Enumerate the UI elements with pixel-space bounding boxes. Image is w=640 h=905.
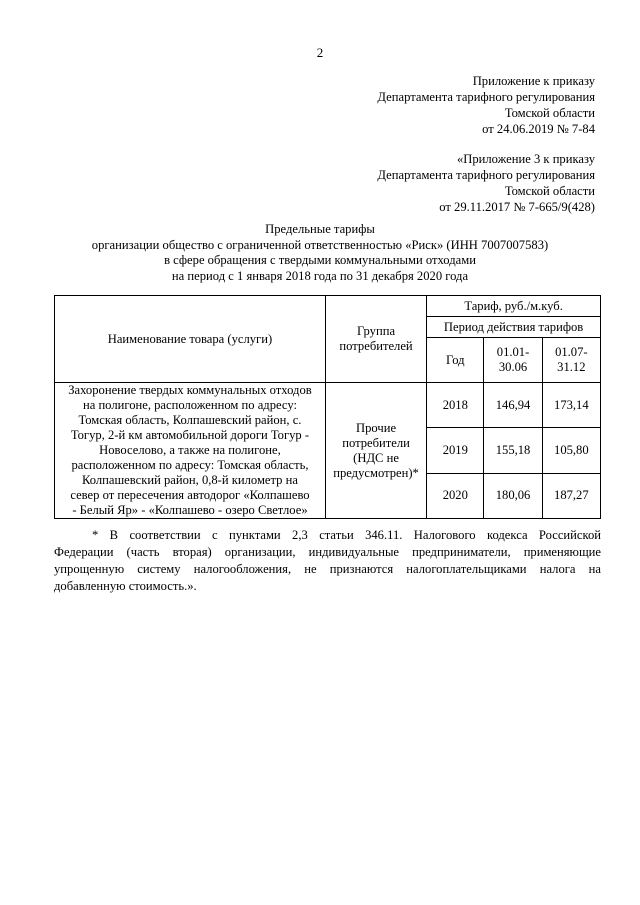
header-consumer-group: Группа потребителей (325, 296, 426, 383)
service-line: Тогур, 2-й км автомобильной дороги Тогур - (70, 428, 310, 442)
tariff-table (54, 295, 601, 519)
year-cell: 2019 (427, 428, 484, 473)
document-title (0, 222, 640, 284)
year-cell: 2020 (427, 473, 484, 518)
service-line: расположенном по адресу: Томская область, (71, 458, 309, 472)
service-description (55, 383, 326, 519)
service-line: на полигоне, расположенном по адресу: (82, 398, 297, 412)
consumer-group-value: Прочие потребители (НДС не предусмотрен)* (325, 383, 426, 519)
annex-line: Томской области (504, 106, 595, 120)
footnote-line: * В соответствии с пунктами 2,3 статьи 346.11. Налогового кодекса Российской (92, 528, 601, 542)
service-line: Томская область, Колпашевский район, с. (78, 413, 302, 427)
annex-line: Томской области (504, 184, 595, 198)
footnote-line: упрощенную систему налогообложения, не признаются налогоплательщиками налога на (54, 562, 601, 576)
table-row (55, 383, 601, 428)
annex-reference-current (377, 73, 595, 137)
year-cell: 2018 (427, 383, 484, 428)
footnote (54, 527, 601, 595)
annex-reference-original (377, 151, 595, 215)
service-line: Захоронение твердых коммунальных отходов (68, 383, 312, 397)
annex-line: от 24.06.2019 № 7-84 (482, 122, 595, 136)
title-line: в сфере обращения с твердыми коммунальными отходами (164, 253, 476, 267)
annex-line: Приложение к приказу (472, 74, 595, 88)
footnote-line: Федерации (часть вторая) организации, индивидуальные предприниматели, применяющие (54, 545, 601, 559)
tariff-first-half-cell: 155,18 (484, 428, 542, 473)
tariff-first-half-cell: 180,06 (484, 473, 542, 518)
service-line: Новоселово, а также на полигоне, (99, 443, 281, 457)
tariff-second-half-cell: 173,14 (542, 383, 600, 428)
header-year: Год (427, 338, 484, 383)
tariff-second-half-cell: 187,27 (542, 473, 600, 518)
annex-line: Департамента тарифного регулирования (377, 168, 595, 182)
title-line: на период с 1 января 2018 года по 31 декабря 2020 года (171, 268, 469, 283)
page-number: 2 (316, 45, 324, 60)
service-line: север от пересечения автодорог «Колпашево (70, 488, 310, 502)
header-period-second-half: 01.07- 31.12 (542, 338, 600, 383)
annex-line: от 29.11.2017 № 7-665/9(428) (439, 200, 595, 214)
tariff-first-half-cell: 146,94 (484, 383, 542, 428)
header-period: Период действия тарифов (427, 317, 601, 338)
header-service-name: Наименование товара (услуги) (55, 296, 326, 383)
header-period-first-half: 01.01- 30.06 (484, 338, 542, 383)
title-line: Предельные тарифы (265, 222, 375, 236)
service-line: - Белый Яр» - «Колпашево - озеро Светлое» (72, 503, 308, 517)
title-line: организации общество с ограниченной ответственностью «Риск» (ИНН 7007007583) (91, 237, 549, 252)
header-tariff: Тариф, руб./м.куб. (427, 296, 601, 317)
annex-line: «Приложение 3 к приказу (456, 152, 595, 166)
service-line: Колпашевский район, 0,8-й километр на (81, 473, 298, 487)
tariff-second-half-cell: 105,80 (542, 428, 600, 473)
footnote-line: добавленную стоимость.». (54, 579, 197, 593)
annex-line: Департамента тарифного регулирования (377, 90, 595, 104)
